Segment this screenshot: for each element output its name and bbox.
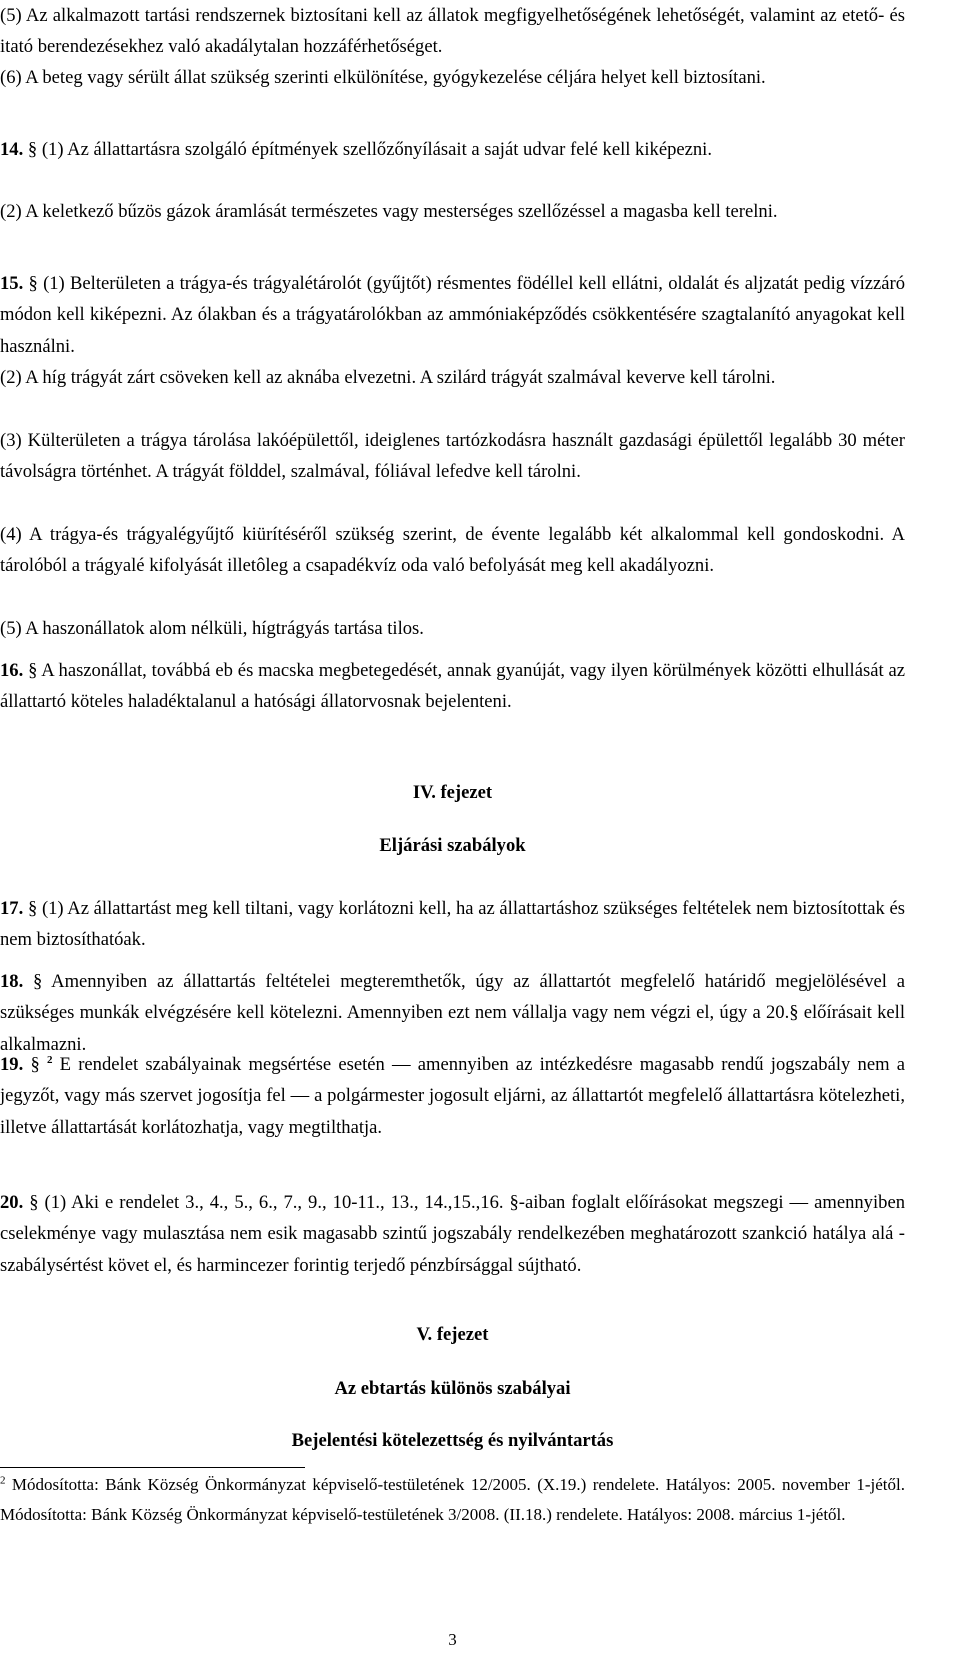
chapter-title: Az ebtartás különös szabályai: [334, 1378, 571, 1399]
paragraph-15-2: (2) A híg trágyát zárt csöveken kell az aknába elvezetni. A szilárd trágyát szalmával keverve kell tárolni.: [0, 367, 776, 388]
paragraph-5-6: (6) A beteg vagy sérült állat szükség szerinti elkülönítése, gyógykezelése céljára helyet kell biztosítani.: [0, 67, 766, 88]
paragraph-16: 16. § A haszonállat, továbbá eb és macska megbetegedését, annak gyanúját, vagy ilyen körülmények közötti elhullását az állattartó köteles haladéktalanul a hatósági állatorvosnak bejelenteni.: [0, 660, 905, 713]
page-number: 3: [448, 1630, 457, 1649]
chapter-heading: IV. fejezet: [412, 782, 493, 803]
paragraph-19: 19. § $^2$ E rendelet szabályainak megsértése esetén ― amennyiben az intézkedésre magasabb rendű jogszabály nem a jegyzőt, vagy más szervet jogosítja fel ― a polgármester jogosult eljárni, az állattartót megfelelő állattartásra kötelezheti, illetve állattartását korlátozhatja, vagy megtilthatja.: [0, 1053, 905, 1138]
section-number: 20.: [0, 1192, 24, 1213]
paragraph-14-2: (2) A keletkező bűzös gázok áramlását természetes vagy mesterséges szellőzéssel a magasba kell terelni.: [0, 201, 778, 222]
section-number: 19.: [0, 1054, 24, 1075]
paragraph-5-5: (5) Az alkalmazott tartási rendszernek biztosítani kell az állatok megfigyelhetőségének lehetőségét, valamint az etető- és itató berendezésekhez való akadálytalan hozzáférhetőséget.: [0, 5, 905, 58]
paragraph-20: 20. § (1) Aki e rendelet 3., 4., 5., 6., 7., 9., 10-11., 13., 14.,15.,16. §-aiban foglalt előírásokat megszegi ― amennyiben cselekménye vagy mulasztása nem esik magasabb szintű jogszabály rendelkezében meghatározott szankció hatálya alá - szabálysértést követ el, és harmincezer forintig terjedő pénzbírsággal sújtható.: [0, 1192, 905, 1276]
chapter-subtitle: Bejelentési kötelezettség és nyilvántartás: [291, 1430, 614, 1451]
paragraph-17: 17. § (1) Az állattartást meg kell tiltani, vagy korlátozni kell, ha az állattartáshoz szükséges feltételek nem biztosítottak és nem biztosíthatóak.: [0, 898, 905, 951]
section-number: 14.: [0, 139, 24, 160]
footnote-separator: [0, 1467, 305, 1468]
chapter-title: Eljárási szabályok: [379, 835, 526, 856]
section-number: 17.: [0, 898, 24, 919]
footnote: $^2$ Módosította: Bánk Község Önkormányzat képviselő-testületének 12/2005. (X.19.) rendelete. Hatályos: 2005. november 1-jétől. Módosította: Bánk Község Önkormányzat képviselő-testületének 3/2008. (II.18.) rendelete. Hatályos: 2008. március 1-jétől.: [0, 1474, 905, 1524]
paragraph-15-4: (4) A trágya-és trágyalégyűjtő kiürítéséről szükség szerint, de évente legalább két alkalommal kell gondoskodni. A tárolóból a trágyalé kifolyását illetôleg a csapadékvíz oda való befolyását meg kell akadályozni.: [0, 524, 905, 577]
paragraph-18: 18. § Amennyiben az állattartás feltételei megteremthetők, úgy az állattartót megfelelő határidő megjelölésével a szükséges munkák elvégzésére kell kötelezni. Amennyiben ezt nem vállalja vagy nem végzi el, úgy a 20.§ előírásait kell alkalmazni.: [0, 971, 905, 1055]
paragraph-15-3: (3) Külterületen a trágya tárolása lakóépülettől, ideiglenes tartózkodásra használt gazdasági épülettől legalább 30 méter távolságra történhet. A trágyát földdel, szalmával, fóliával lefedve kell tárolni.: [0, 430, 905, 483]
paragraph-15-1: 15. § (1) Belterületen a trágya-és trágyalétárolót (gyűjtőt) résmentes födéllel kell ellátni, oldalát és aljzatát pedig vízzáró módon kell kiképezni. Az ólakban és a trágyatárolókban az ammóniaképződés csökkentésére szagtalanító anyagokat kell használni.: [0, 273, 905, 357]
footnote-reference: 2: [46, 1053, 53, 1066]
paragraph-15-5: (5) A haszonállatok alom nélküli, hígtrágyás tartása tilos.: [0, 618, 424, 639]
paragraph-14-1: 14. § (1) Az állattartásra szolgáló építmények szellőzőnyílásait a saját udvar felé kell kiképezni.: [0, 139, 712, 160]
chapter-heading: V. fejezet: [416, 1324, 489, 1345]
section-number: 18.: [0, 971, 24, 992]
footnote-mark: 2: [0, 1474, 6, 1487]
section-number: 15.: [0, 273, 24, 294]
section-number: 16.: [0, 660, 24, 681]
